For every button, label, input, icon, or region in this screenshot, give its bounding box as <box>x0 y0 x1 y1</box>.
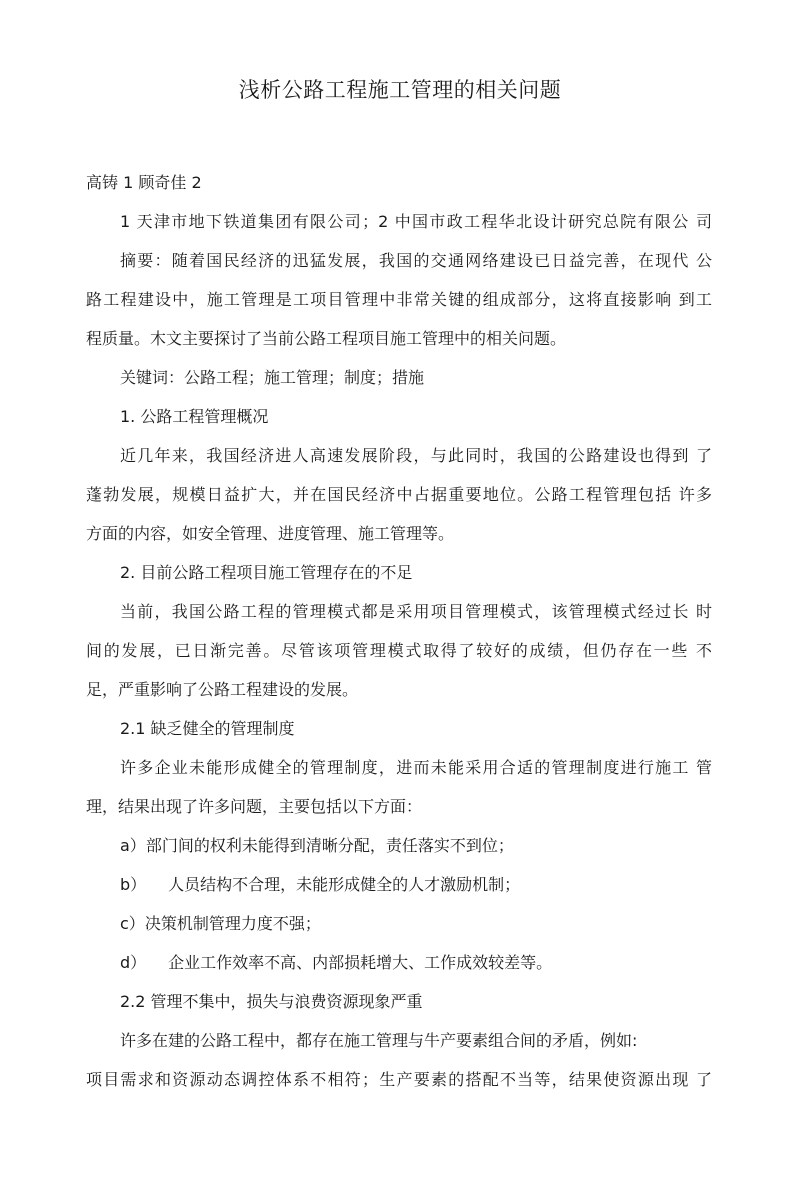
list-item <box>120 874 520 896</box>
body-line: 间的发展，已日渐完善。尽管该项管理模式取得了较好的成绩，但仍存在一些 不 <box>86 641 712 660</box>
section-heading: 1. 公路工程管理概况 <box>120 407 269 426</box>
abstract-line: 程质量。木文主要探讨了当前公路工程项目施工管理中的相关问题。 <box>86 329 567 348</box>
list-marker: b） <box>120 875 147 894</box>
body-line: 足，严重影响了公路工程建设的发展。 <box>86 680 359 699</box>
body-line: 蓬勃发展，规模日益扩大，并在国民经济中占据重要地位。公路工程管理包括 许多 <box>86 485 712 504</box>
list-marker: a） <box>120 836 146 855</box>
abstract-line: 路工程建设中，施工管理是工项目管理中非常关键的组成部分，这将直接影响 到工 <box>86 290 712 309</box>
abstract-line: 摘要：随着国民经济的迅猛发展，我国的交通网络建设已日益完善，在现代 公 <box>120 251 712 270</box>
list-item-text: 企业工作效率不高、内部损耗增大、工作成效较差等。 <box>168 953 553 972</box>
body-line: 理，结果出现了许多问题，主要包括以下方面： <box>86 797 423 816</box>
author-line: 高铸 1 顾奇佳 2 <box>86 173 202 192</box>
body-line: 当前，我国公路工程的管理模式都是采用项目管理模式，该管理模式经过长 时 <box>120 602 712 621</box>
list-marker: d） <box>120 953 147 972</box>
body-line: 许多企业未能形成健全的管理制度，进而未能采用合适的管理制度进行施工 管 <box>120 758 712 777</box>
body-line: 方面的内容，如安全管理、进度管理、施工管理等。 <box>86 524 455 543</box>
list-item <box>120 952 552 974</box>
section-heading: 2. 目前公路工程项目施工管理存在的不足 <box>120 563 413 582</box>
keywords-line: 关键词：公路工程；施工管理；制度；措施 <box>120 368 425 387</box>
list-item-text: 部门间的权利未能得到清晰分配，责任落实不到位； <box>145 836 514 855</box>
subsection-heading: 2.2 管理不集中，损失与浪费资源现象严重 <box>120 992 423 1011</box>
body-line: 许多在建的公路工程中，都存在施工管理与牛产要素组合间的矛盾，例如: <box>120 1031 638 1050</box>
affiliation-line: 1 天津市地下铁道集团有限公司；2 中国市政工程华北设计研究总院有限公 司 <box>120 212 712 231</box>
document-title: 浅析公路工程施工管理的相关问题 <box>238 78 562 102</box>
list-item-text: 决策机制管理力度不强； <box>144 914 321 933</box>
list-item <box>120 913 321 935</box>
body-line: 项目需求和资源动态调控体系不相符；生产要素的搭配不当等，结果使资源出现 了 <box>86 1070 712 1089</box>
list-item-text: 人员结构不合理，未能形成健全的人才激励机制； <box>168 875 521 894</box>
body-line: 近几年来，我国经济进人高速发展阶段，与此同时，我国的公路建设也得到 了 <box>120 446 712 465</box>
subsection-heading: 2.1 缺乏健全的管理制度 <box>120 719 295 738</box>
list-marker: c） <box>120 914 145 933</box>
list-item <box>120 835 514 857</box>
